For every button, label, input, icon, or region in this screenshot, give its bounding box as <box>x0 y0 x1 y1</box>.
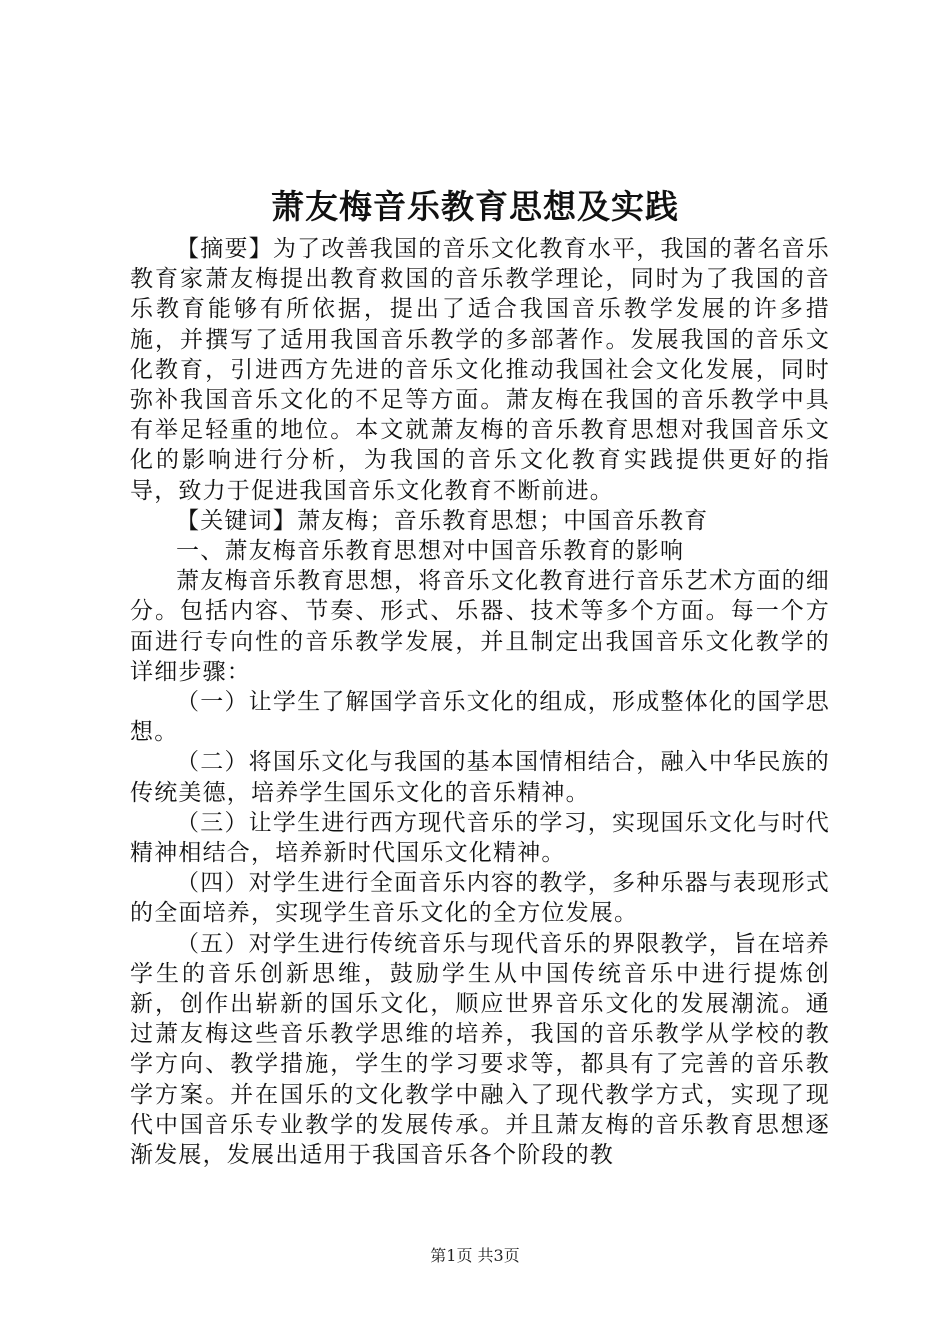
list-item-3: （三）让学生进行西方现代音乐的学习，实现国乐文化与时代精神相结合，培养新时代国乐文化精神。 <box>130 809 830 867</box>
list-item-5: （五）对学生进行传统音乐与现代音乐的界限教学，旨在培养学生的音乐创新思维，鼓励学生从中国传统音乐中进行提炼创新，创作出崭新的国乐文化，顺应世界音乐文化的发展潮流。通过萧友梅这些音乐教学思维的培养，我国的音乐教学从学校的教学方向、教学措施，学生的学习要求等，都具有了完善的音乐教学方案。并在国乐的文化教学中融入了现代教学方式，实现了现代中国音乐专业教学的发展传承。并且萧友梅的音乐教育思想逐渐发展，发展出适用于我国音乐各个阶段的教 <box>130 930 830 1169</box>
section-heading: 一、萧友梅音乐教育思想对中国音乐教育的影响 <box>176 538 685 565</box>
list-item-1: （一）让学生了解国学音乐文化的组成，形成整体化的国学思想。 <box>130 689 830 746</box>
abstract-paragraph: 【摘要】为了改善我国的音乐文化教育水平，我国的著名音乐教育家萧友梅提出教育救国的音乐教学理论，同时为了我国的音乐教育能够有所依据，提出了适合我国音乐教学发展的许多措施，并撰写了适用我国音乐教学的多部著作。发展我国的音乐文化教育，引进西方先进的音乐文化推动我国社会文化发展，同时弥补我国音乐文化的不足等方面。萧友梅在我国的音乐教学中具有举足轻重的地位。本文就萧友梅的音乐教育思想对我国音乐文化的影响进行分析，为我国的音乐文化教育实践提供更好的指导，致力于促进我国音乐文化教育不断前进。 <box>130 236 830 504</box>
document-body <box>130 234 830 1170</box>
document-title: 萧友梅音乐教育思想及实践 <box>271 187 679 226</box>
list-item-2: （二）将国乐文化与我国的基本国情相结合，融入中华民族的传统美德，培养学生国乐文化的音乐精神。 <box>130 749 830 806</box>
list-item-4: （四）对学生进行全面音乐内容的教学，多种乐器与表现形式的全面培养，实现学生音乐文化的全方位发展。 <box>130 870 830 927</box>
page-footer: 第1页 共3页 <box>430 1246 520 1265</box>
keywords-paragraph: 【关键词】萧友梅；音乐教育思想；中国音乐教育 <box>176 507 709 534</box>
body-paragraph: 萧友梅音乐教育思想，将音乐文化教育进行音乐艺术方面的细分。包括内容、节奏、形式、乐器、技术等多个方面。每一个方面进行专向性的音乐教学发展，并且制定出我国音乐文化教学的详细步骤： <box>130 568 830 685</box>
